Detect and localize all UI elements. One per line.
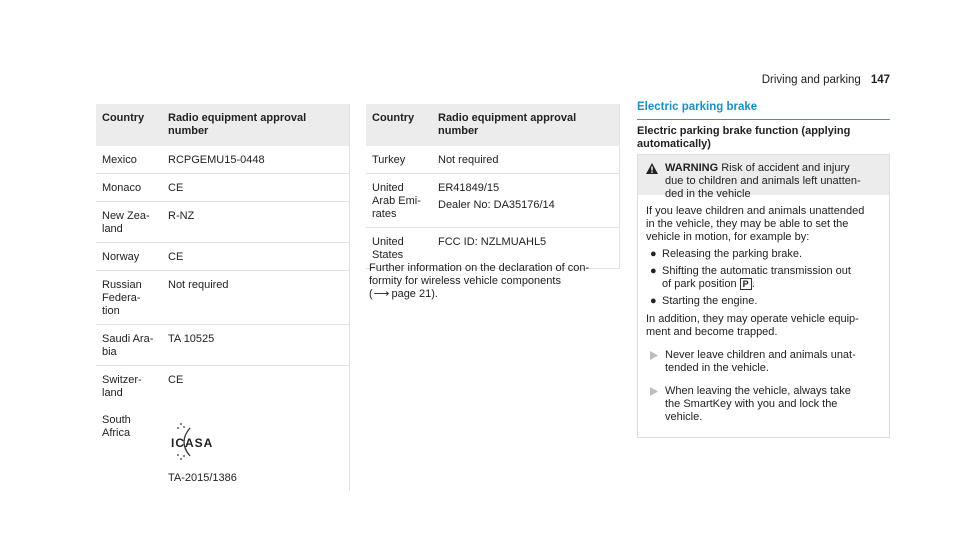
approval-number: ER41849/15 bbox=[438, 182, 500, 194]
country-cell: Switzer- land bbox=[102, 374, 142, 399]
bullet-icon: ● bbox=[650, 265, 657, 277]
further-info-text: Further information on the declaration of con- formity for wireless vehicle components ( bbox=[369, 262, 590, 300]
park-position-symbol: P bbox=[740, 278, 752, 290]
country-cell: United Arab Emi- rates bbox=[366, 174, 434, 228]
list-item bbox=[646, 248, 881, 261]
table-row bbox=[96, 174, 350, 202]
col-header-approval: Radio equipment approval number bbox=[434, 104, 620, 146]
list-item: ● Shifting the automatic transmission out of park position P . bbox=[650, 265, 851, 290]
section-title: Electric parking brake bbox=[637, 101, 890, 120]
approval-cell: RCPGEMU15-0448 bbox=[164, 146, 350, 174]
warning-intro-text: Risk of accident and injury due to children and animals left unatten- ded in the vehicle bbox=[665, 162, 861, 200]
page-header bbox=[762, 74, 890, 87]
advice-text: Never leave children and animals unat- tended in the vehicle. bbox=[665, 349, 856, 374]
further-info-paragraph bbox=[369, 262, 619, 301]
country-cell: Monaco bbox=[96, 174, 164, 202]
country-cell: Russian Federa- tion bbox=[96, 271, 164, 325]
approval-cell: R-NZ bbox=[164, 202, 350, 243]
list-item-text: Shifting the automatic transmission out of park position bbox=[662, 265, 851, 290]
play-arrow-icon bbox=[649, 387, 658, 396]
country-cell: Saudi Ara- bia bbox=[96, 325, 164, 366]
page-number: 147 bbox=[870, 74, 890, 86]
table-row bbox=[366, 146, 620, 174]
icasa-logo-icon bbox=[168, 420, 224, 464]
list-item bbox=[646, 295, 881, 308]
col-header-country: Country bbox=[96, 104, 164, 146]
approval-cell: CE bbox=[164, 243, 350, 271]
advice-item bbox=[646, 385, 881, 424]
approval-cell: Not required bbox=[434, 146, 620, 174]
approval-cell: CE bbox=[168, 374, 184, 386]
page-reference-link[interactable]: page 21). bbox=[391, 288, 438, 300]
table-row bbox=[96, 271, 350, 325]
approval-number: TA-2015/1386 bbox=[168, 472, 237, 484]
warning-paragraph: If you leave children and animals unattended in the vehicle, they may be able to set the vehicle in motion, for example by: bbox=[646, 205, 865, 243]
header-title: Driving and parking bbox=[761, 74, 861, 86]
warning-body bbox=[638, 195, 889, 424]
advice-text: When leaving the vehicle, always take the SmartKey with you and lock the vehicle. bbox=[665, 385, 851, 423]
bullet-icon: ● bbox=[650, 295, 657, 307]
list-item-text: Releasing the parking brake. bbox=[662, 248, 803, 260]
col-header-approval: Radio equipment approval number bbox=[164, 104, 350, 146]
country-cell: Norway bbox=[96, 243, 164, 271]
approval-cell: CE bbox=[164, 174, 350, 202]
play-arrow-icon bbox=[649, 351, 658, 360]
col-header-country: Country bbox=[366, 104, 434, 146]
table-row bbox=[96, 406, 350, 491]
advice-item bbox=[646, 349, 881, 375]
section-subheading: Electric parking brake function (applying automatically) bbox=[637, 125, 851, 150]
approval-cell: TA 10525 bbox=[164, 325, 350, 366]
warning-header bbox=[638, 155, 889, 200]
country-cell: New Zea- land bbox=[96, 202, 164, 243]
table-row bbox=[96, 146, 350, 174]
country-cell: Turkey bbox=[366, 146, 434, 174]
dealer-number: Dealer No: DA35176/14 bbox=[438, 199, 555, 211]
approval-cell bbox=[164, 406, 350, 491]
warning-triangle-icon bbox=[646, 163, 658, 174]
warning-title: WARNING bbox=[665, 162, 719, 174]
warning-intro bbox=[665, 162, 881, 201]
country-cell: Mexico bbox=[96, 146, 164, 174]
table-row bbox=[96, 202, 350, 243]
approval-cell: Not required bbox=[164, 271, 350, 325]
warning-paragraph: In addition, they may operate vehicle equip- ment and become trapped. bbox=[646, 313, 859, 338]
warning-box bbox=[637, 154, 890, 438]
icasa-logo-text: ICASA bbox=[171, 436, 214, 450]
approval-table-right bbox=[366, 104, 620, 269]
country-cell: South Africa bbox=[102, 414, 131, 439]
page-reference-arrow-icon: ⟶ bbox=[373, 288, 390, 300]
table-row bbox=[366, 174, 620, 228]
country-cell: United States bbox=[372, 236, 404, 261]
approval-cell bbox=[434, 174, 620, 228]
bullet-icon: ● bbox=[650, 248, 657, 260]
approval-cell: FCC ID: NZLMUAHL5 bbox=[438, 236, 547, 248]
table-row bbox=[96, 366, 350, 407]
list-item-text: Starting the engine. bbox=[662, 295, 758, 307]
table-row bbox=[96, 325, 350, 366]
approval-table-left bbox=[96, 104, 350, 491]
table-row bbox=[96, 243, 350, 271]
